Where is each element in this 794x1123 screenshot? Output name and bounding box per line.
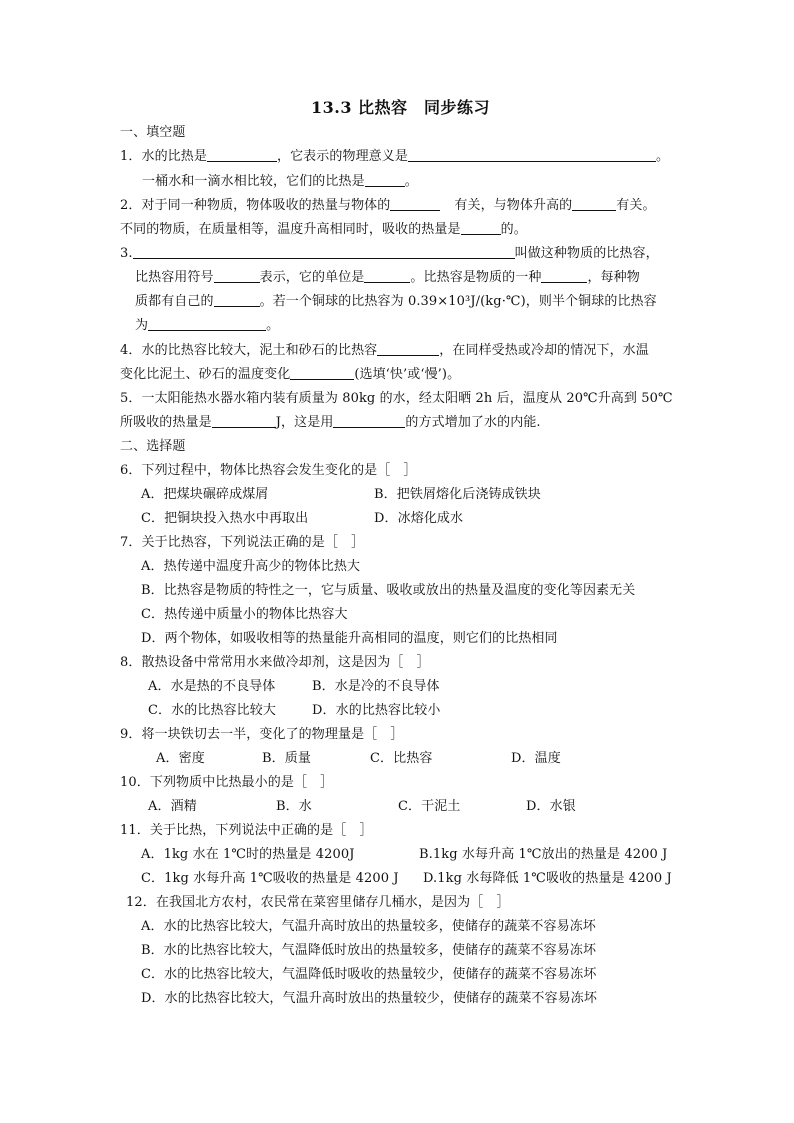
q8-option-d[interactable]: D．水的比热容比较小 (312, 703, 441, 718)
q2-text-a: 2．对于同一种物质，物体吸收的热量与物体的 (120, 198, 391, 213)
q1-blank-2[interactable] (408, 149, 656, 162)
q6-option-d[interactable]: D．冰熔化成水 (374, 511, 464, 526)
q12-option-a[interactable]: A．水的比热容比较大，气温升高时放出的热量较多，使储存的蔬菜不容易冻坏 (141, 919, 596, 934)
q3-blank-1[interactable] (133, 246, 515, 259)
q5-blank-1[interactable] (212, 415, 276, 428)
q4-text-d: (选填‘快’或‘慢’)。 (354, 367, 461, 382)
q2-blank-2[interactable] (572, 198, 616, 211)
page-title: 13.3 比热容 同步练习 (311, 98, 491, 117)
q4-blank-1[interactable] (377, 343, 439, 356)
q3-blank-2[interactable] (214, 270, 260, 283)
question-3-line-3 (135, 294, 657, 310)
question-2-line-1 (120, 198, 656, 214)
q7-option-d[interactable]: D．两个物体，如吸收相等的热量能升高相同的温度，则它们的比热相同 (141, 631, 558, 646)
q10-option-d[interactable]: D．水银 (526, 799, 576, 814)
q10-option-a[interactable]: A．酒精 (148, 799, 197, 814)
q3-blank-5[interactable] (214, 294, 260, 307)
section-fill-blank: 一、填空题 (120, 125, 186, 140)
q5-text-c: J，这是用 (275, 415, 334, 430)
q4-text-c: 变化比泥土、砂石的温度变化 (120, 367, 291, 382)
q9-option-c[interactable]: C．比热容 (370, 751, 433, 766)
q2-text-b: 有关，与物体升高的 (454, 198, 573, 213)
q9-option-d[interactable]: D．温度 (511, 751, 561, 766)
q3-text-c: 比热容用符号 (135, 270, 214, 285)
question-5-line-2 (120, 415, 541, 431)
question-5-line-1: 5．一太阳能热水器水箱内装有质量为 80kg 的水，经太阳晒 2h 后，温度从 20℃升高到 50℃ (120, 391, 673, 406)
q1-text-e: 。 (404, 174, 418, 189)
q4-text-b: ，在同样受热或冷却的情况下，水温 (439, 343, 649, 358)
question-1-line-2 (142, 174, 418, 190)
question-11-stem: 11．关于比热，下列说法中正确的是［ ］ (120, 823, 373, 838)
q6-option-b[interactable]: B．把铁屑熔化后浇铸成铁块 (374, 487, 541, 502)
q1-text-b: ，它表示的物理意义是 (276, 149, 408, 164)
q3-text-b: 叫做这种物质的比热容， (514, 246, 659, 261)
q10-option-c[interactable]: C．干泥土 (398, 799, 461, 814)
question-12-stem: 12．在我国北方农村，农民常在菜窖里储存几桶水，是因为［ ］ (126, 895, 510, 910)
q3-text-i: 为 (135, 318, 149, 333)
q6-option-c[interactable]: C．把铜块投入热水中再取出 (141, 511, 309, 526)
q3-blank-4[interactable] (541, 270, 587, 283)
q2-blank-3[interactable] (461, 222, 501, 235)
q11-option-d[interactable]: D.1kg 水每降低 1℃吸收的热量是 4200 J (423, 871, 672, 886)
q12-option-b[interactable]: B．水的比热容比较大，气温降低时放出的热量较多，使储存的蔬菜不容易冻坏 (141, 943, 597, 958)
question-9-stem: 9．将一块铁切去一半，变化了的物理量是［ ］ (120, 727, 404, 742)
q1-blank-3[interactable] (365, 174, 405, 187)
q3-blank-3[interactable] (364, 270, 410, 283)
q6-option-a[interactable]: A．把煤块碾碎成煤屑 (141, 487, 269, 502)
q8-option-c[interactable]: C．水的比热容比较大 (148, 703, 276, 718)
q1-text-c: 。 (656, 149, 670, 164)
q5-text-b: 所吸收的热量是 (120, 415, 212, 430)
q11-option-a[interactable]: A．1kg 水在 1℃时的热量是 4200J (141, 847, 355, 862)
q12-option-d[interactable]: D．水的比热容比较大，气温升高时放出的热量较少，使储存的蔬菜不容易冻坏 (141, 991, 597, 1006)
question-3-line-2 (135, 270, 640, 286)
question-3-line-4 (135, 318, 279, 334)
question-4-line-1 (120, 343, 649, 359)
q5-text-d: 的方式增加了水的内能. (405, 415, 541, 430)
q7-option-c[interactable]: C．热传递中质量小的物体比热容大 (141, 607, 348, 622)
q9-option-a[interactable]: A．密度 (156, 751, 205, 766)
question-4-line-2 (120, 367, 460, 383)
q8-option-a[interactable]: A．水是热的不良导体 (148, 679, 276, 694)
question-6-stem: 6．下列过程中，物体比热容会发生变化的是［ ］ (120, 463, 417, 478)
q2-blank-1[interactable] (390, 198, 440, 211)
q11-option-b[interactable]: B.1kg 水每升高 1℃放出的热量是 4200 J (419, 847, 668, 862)
q3-text-d: 表示，它的单位是 (259, 270, 365, 285)
q3-text-f: ，每种物 (587, 270, 640, 285)
q5-blank-2[interactable] (333, 415, 405, 428)
q1-blank-1[interactable] (207, 149, 277, 162)
question-8-stem: 8．散热设备中常常用水来做冷却剂，这是因为［ ］ (120, 655, 430, 670)
q3-text-h: 。若一个铜球的比热容为 0.39×10³J/(kg·℃)，则半个铜球的比热容 (259, 294, 657, 309)
section-multiple-choice: 二、选择题 (120, 439, 186, 454)
question-3-line-1 (120, 246, 659, 262)
question-7-stem: 7．关于比热容，下列说法正确的是［ ］ (120, 535, 365, 550)
q8-option-b[interactable]: B．水是冷的不良导体 (312, 679, 440, 694)
q2-text-e: 的。 (500, 222, 527, 237)
question-1-line-1 (120, 149, 669, 165)
q1-text-d: 一桶水和一滴水相比较，它们的比热是 (142, 174, 365, 189)
q9-option-b[interactable]: B．质量 (262, 751, 311, 766)
q4-text-a: 4．水的比热容比较大，泥土和砂石的比热容 (120, 343, 378, 358)
q11-option-c[interactable]: C．1kg 水每升高 1℃吸收的热量是 4200 J (141, 871, 399, 886)
q1-text-a: 1．水的比热是 (120, 149, 207, 164)
question-2-line-2 (120, 222, 527, 238)
q7-option-a[interactable]: A．热传递中温度升高少的物体比热大 (141, 559, 361, 574)
q7-option-b[interactable]: B．比热容是物质的特性之一，它与质量、吸收或放出的热量及温度的变化等因素无关 (141, 583, 636, 598)
q3-text-g: 质都有自己的 (135, 294, 214, 309)
q2-text-d: 不同的物质，在质量相等，温度升高相同时，吸收的热量是 (120, 222, 461, 237)
q3-blank-6[interactable] (148, 318, 266, 331)
q3-text-a: 3. (120, 246, 133, 261)
q10-option-b[interactable]: B．水 (276, 799, 312, 814)
q3-text-j: 。 (266, 318, 280, 333)
q3-text-e: 。比热容是物质的一种 (410, 270, 542, 285)
q4-blank-2[interactable] (290, 367, 354, 380)
question-10-stem: 10．下列物质中比热最小的是［ ］ (120, 775, 334, 790)
q12-option-c[interactable]: C．水的比热容比较大，气温降低时吸收的热量较少，使储存的蔬菜不容易冻坏 (141, 967, 597, 982)
q2-text-c: 有关。 (616, 198, 656, 213)
